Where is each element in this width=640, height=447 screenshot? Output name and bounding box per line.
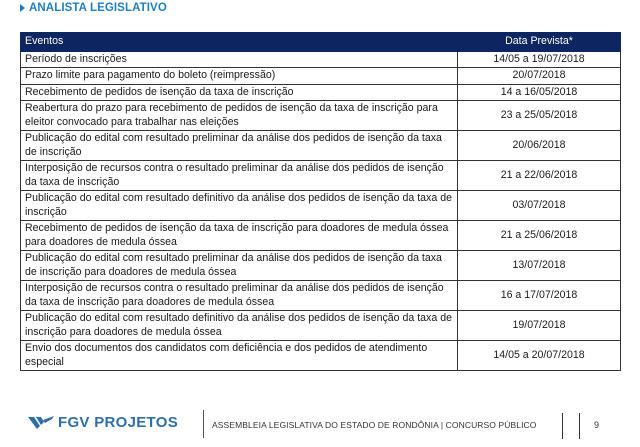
table-row — [21, 101, 621, 131]
table-row — [21, 311, 621, 341]
header-date: Data Prevista* — [458, 33, 621, 52]
event-cell: Recebimento de pedidos de isenção da taxa de inscrição para doadores de medula óssea para doadores de medula óssea — [21, 221, 458, 251]
event-cell: Publicação do edital com resultado definitivo da análise dos pedidos de isenção da taxa de inscrição para doadores de medula óssea — [21, 311, 458, 341]
event-cell: Recebimento de pedidos de isenção da taxa de inscrição — [21, 84, 458, 100]
footer-divider — [203, 410, 204, 438]
table-row — [21, 131, 621, 161]
footer-text: ASSEMBLEIA LEGISLATIVA DO ESTADO DE RONDÔNIA | CONCURSO PÚBLICO — [212, 420, 537, 430]
footer-divider — [579, 413, 580, 439]
table-row — [21, 341, 621, 371]
event-cell: Interposição de recursos contra o resultado preliminar da análise dos pedidos de isenção da taxa de inscrição para doadores de medula óssea — [21, 281, 458, 311]
fgv-logo — [28, 414, 178, 431]
event-cell: Envio dos documentos dos candidatos com deficiência e dos pedidos de atendimento especial — [21, 341, 458, 371]
event-cell: Interposição de recursos contra o resultado preliminar da análise dos pedidos de isenção da taxa de inscrição — [21, 161, 458, 191]
table-row — [21, 251, 621, 281]
table-header-row — [21, 33, 621, 52]
triangle-bullet-icon — [20, 4, 25, 12]
events-table — [20, 32, 621, 371]
date-cell: 23 a 25/05/2018 — [458, 101, 621, 131]
brand-name: FGV PROJETOS — [58, 414, 179, 431]
date-cell: 03/07/2018 — [458, 191, 621, 221]
date-cell: 14/05 a 20/07/2018 — [458, 341, 621, 371]
date-cell: 16 a 17/07/2018 — [458, 281, 621, 311]
date-cell: 19/07/2018 — [458, 311, 621, 341]
date-cell: 14/05 a 19/07/2018 — [458, 52, 621, 68]
date-cell: 14 a 16/05/2018 — [458, 84, 621, 100]
header-events: Eventos — [21, 33, 458, 52]
event-cell: Publicação do edital com resultado preliminar da análise dos pedidos de isenção da taxa de inscrição para doadores de medula óssea — [21, 251, 458, 281]
date-cell: 20/06/2018 — [458, 131, 621, 161]
page-number: 9 — [594, 420, 600, 430]
date-cell: 13/07/2018 — [458, 251, 621, 281]
event-cell: Prazo limite para pagamento do boleto (reimpressão) — [21, 68, 458, 84]
event-cell: Publicação do edital com resultado definitivo da análise dos pedidos de isenção da taxa de inscrição — [21, 191, 458, 221]
table-row — [21, 84, 621, 100]
event-cell: Período de inscrições — [21, 52, 458, 68]
fgv-bird-logo-icon — [28, 416, 54, 429]
date-cell: 20/07/2018 — [458, 68, 621, 84]
section-title — [20, 0, 167, 16]
event-cell: Publicação do edital com resultado preliminar da análise dos pedidos de isenção da taxa de inscrição — [21, 131, 458, 161]
date-cell: 21 a 25/06/2018 — [458, 221, 621, 251]
table-row — [21, 161, 621, 191]
table-row — [21, 281, 621, 311]
date-cell: 21 a 22/06/2018 — [458, 161, 621, 191]
table-row — [21, 221, 621, 251]
footer-divider — [562, 413, 563, 439]
section-title-text: ANALISTA LEGISLATIVO — [29, 2, 167, 14]
table-row — [21, 68, 621, 84]
event-cell: Reabertura do prazo para recebimento de pedidos de isenção da taxa de inscrição para eleitor convocado para trabalhar nas eleições — [21, 101, 458, 131]
table-row — [21, 52, 621, 68]
table-row — [21, 191, 621, 221]
